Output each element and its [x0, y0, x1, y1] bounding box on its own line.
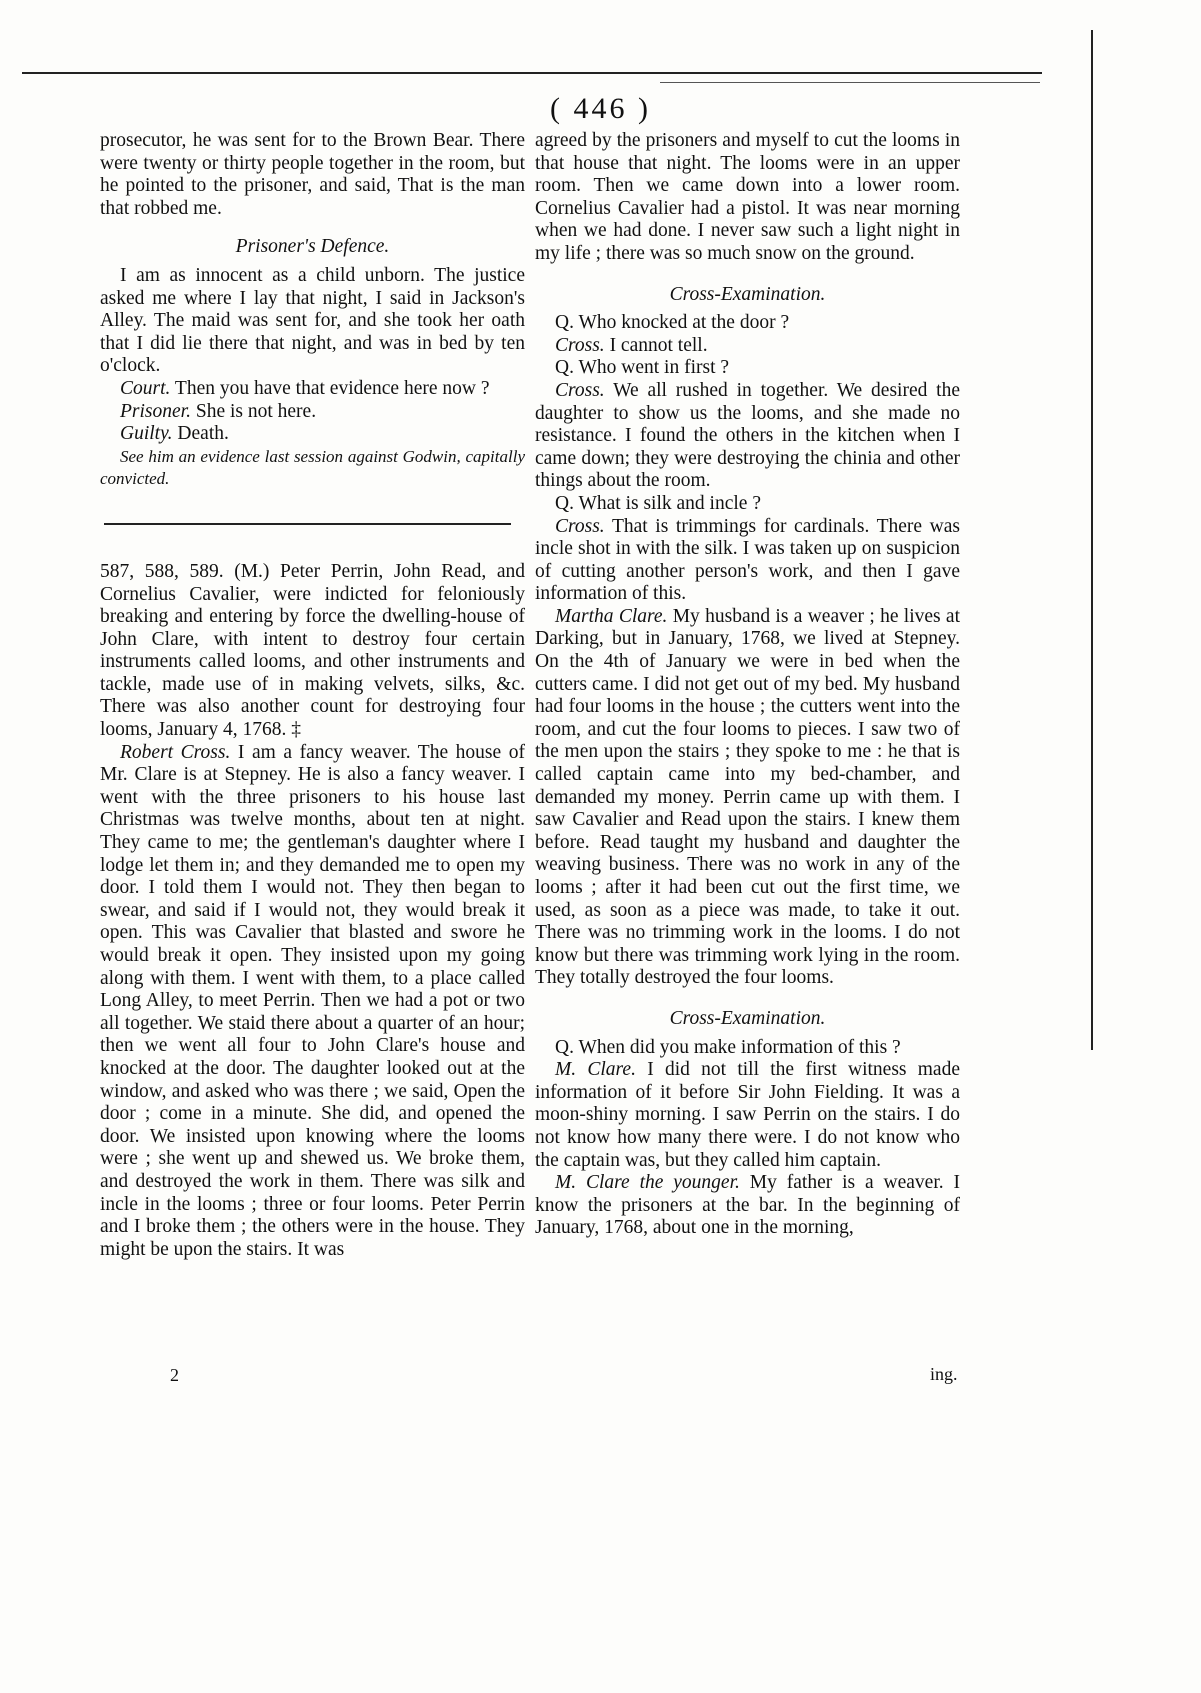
cross-examination-heading-1: Cross-Examination. [669, 283, 826, 305]
case-number: 587, 588, 589. (M.) [100, 560, 270, 582]
court-speaker: Court. [120, 377, 171, 399]
answer-2-speaker: Cross. [555, 379, 605, 401]
martha-clare-speaker: Martha Clare. [555, 605, 668, 627]
left-column [100, 130, 525, 1261]
sentence-text: Death. [177, 423, 229, 445]
question-4: Q. When did you make information of this ? [555, 1036, 901, 1058]
court-text: Then you have that evidence here now ? [174, 377, 490, 399]
m-clare-younger-speaker: M. Clare the younger. [555, 1172, 740, 1194]
prisoners-defence-heading: Prisoner's Defence. [235, 236, 390, 258]
question-3: Q. What is silk and incle ? [555, 492, 761, 514]
answer-1-speaker: Cross. [555, 334, 605, 356]
right-opening-paragraph: agreed by the prisoners and myself to cut the looms in that house that night. The looms were in an upper room. Then we came down into a lower room. Cornelius Cavalier had a pistol. It was near morning when we had done. I never saw such a light night in my life ; there was so much snow on the ground. [535, 130, 960, 264]
m-clare-younger-text: My father is a weaver. I know the prisoners at the bar. In the beginning of January, 1768, about one in the morning, [535, 1172, 961, 1239]
answer-2 [535, 380, 960, 493]
answer-3-speaker: Cross. [555, 515, 605, 537]
answer-3 [535, 516, 960, 606]
section-divider [104, 523, 511, 525]
m-clare-text: I did not till the first witness made information of it before Sir John Fielding. It was a moon-shiny morning. I saw Perrin on the stairs. I do not know how many there were. I do not know who the captain was, but they called him captain. [535, 1059, 960, 1171]
page-number: ( 446 ) [550, 92, 651, 125]
right-column [535, 130, 960, 1240]
court-line [100, 378, 525, 401]
verdict-label: Guilty. [120, 423, 173, 445]
case-indictment [100, 561, 525, 742]
session-note: See him an evidence last session against Godwin, capitally convicted. [100, 446, 525, 489]
prisoner-text: She is not here. [195, 400, 317, 422]
cross-examination-heading-2: Cross-Examination. [669, 1007, 826, 1029]
defence-paragraph: I am as innocent as a child unborn. The justice asked me where I lay that night, I said in Jackson's Alley. The maid was sent for, and she took her oath that I did lie there that night, and was in bed by ten o'clock. [100, 264, 525, 377]
right-margin-rule [1091, 30, 1093, 1050]
answer-1-text: I cannot tell. [609, 334, 708, 356]
robert-cross-speaker: Robert Cross. [120, 741, 231, 763]
martha-clare-text: My husband is a weaver ; he lives at Darking, but in January, 1768, we lived at Stepney. On the 4th of January we were in bed when the cutters came. I did not get out of my bed. My husband had four looms in the house ; the cutters went into the room, and cut the four looms to pieces. I saw two of the men upon the stairs ; they spoke to me : he that is called captain came into my bed-chamber, and demanded my money. Perrin came up with them. I saw Cavalier and Read upon the stairs. I knew them before. Read taught my husband and daughter the weaving business. There was no work in any of the looms ; after it had been cut out the first time, we used, as soon as a piece was made, to take it out. There was no trimming work in the looms. I do not know but there was trimming work lying in the room. They totally destroyed the four looms. [535, 605, 961, 989]
top-rule [22, 72, 1042, 74]
catchword: ing. [930, 1364, 958, 1384]
robert-cross-text: I am a fancy weaver. The house of Mr. Clare is at Stepney. He is also a fancy weaver. I went with the three prisoners to his house last Christmas was twelve months, about ten at night. They came to me; the gentleman's daughter where I lodge let them in; and they demanded me to open my door. I told them I would not. They then began to swear, and said if I would not, they would break it open. This was Cavalier that blasted and swore he would break it open. They insisted upon my going along with them. I went with them, to a place called Long Alley, to meet Perrin. Then we had a pot or two all together. We staid there about a quarter of an hour; then we went all four to John Clare's house and knocked at the door. The daughter looked out at the window, and asked who was there ; we said, Open the door ; come in a minute. She did, and opened the door. We insisted upon knowing where the looms were ; she went up and shewed us. We broke them, and destroyed the work in them. There was silk and incle in the looms ; three or four looms. Peter Perrin and I broke them ; the others were in the house. They might be upon the stairs. It was [100, 741, 525, 1260]
m-clare-younger-testimony [535, 1172, 960, 1240]
answer-1 [535, 335, 960, 358]
signature-mark: 2 [170, 1365, 179, 1385]
question-1: Q. Who knocked at the door ? [555, 312, 790, 334]
answer-2-text: We all rushed in together. We desired the daughter to show us the looms, and she made no resistance. I found the others in the kitchen when I came down; they were destroying the chinia and other things about the room. [535, 379, 960, 492]
prisoner-speaker: Prisoner. [120, 400, 191, 422]
m-clare-answer [535, 1059, 960, 1172]
verdict-line [100, 423, 525, 446]
left-opening-paragraph: prosecutor, he was sent for to the Brown Bear. There were twenty or thirty people together in the room, but he pointed to the prisoner, and said, That is the man that robbed me. [100, 130, 525, 219]
prisoner-line [100, 401, 525, 424]
case-text: Peter Perrin, John Read, and Cornelius Cavalier, were indicted for feloniously breaking and entering by force the dwelling-house of John Clare, with intent to destroy four certain instruments called looms, and other instruments and tackle, made use of in making velvets, silks, &c. There was also another count for destroying four looms, January 4, 1768. ‡ [100, 560, 525, 741]
answer-3-text: That is trimmings for cardinals. There was incle shot in with the silk. I was taken up on suspicion of cutting another person's work, and then I gave information of this. [535, 515, 960, 605]
martha-clare-testimony [535, 606, 960, 990]
robert-cross-testimony [100, 742, 525, 1262]
m-clare-speaker: M. Clare. [555, 1059, 636, 1081]
top-rule-secondary [660, 82, 1040, 83]
question-2: Q. Who went in first ? [555, 357, 730, 379]
